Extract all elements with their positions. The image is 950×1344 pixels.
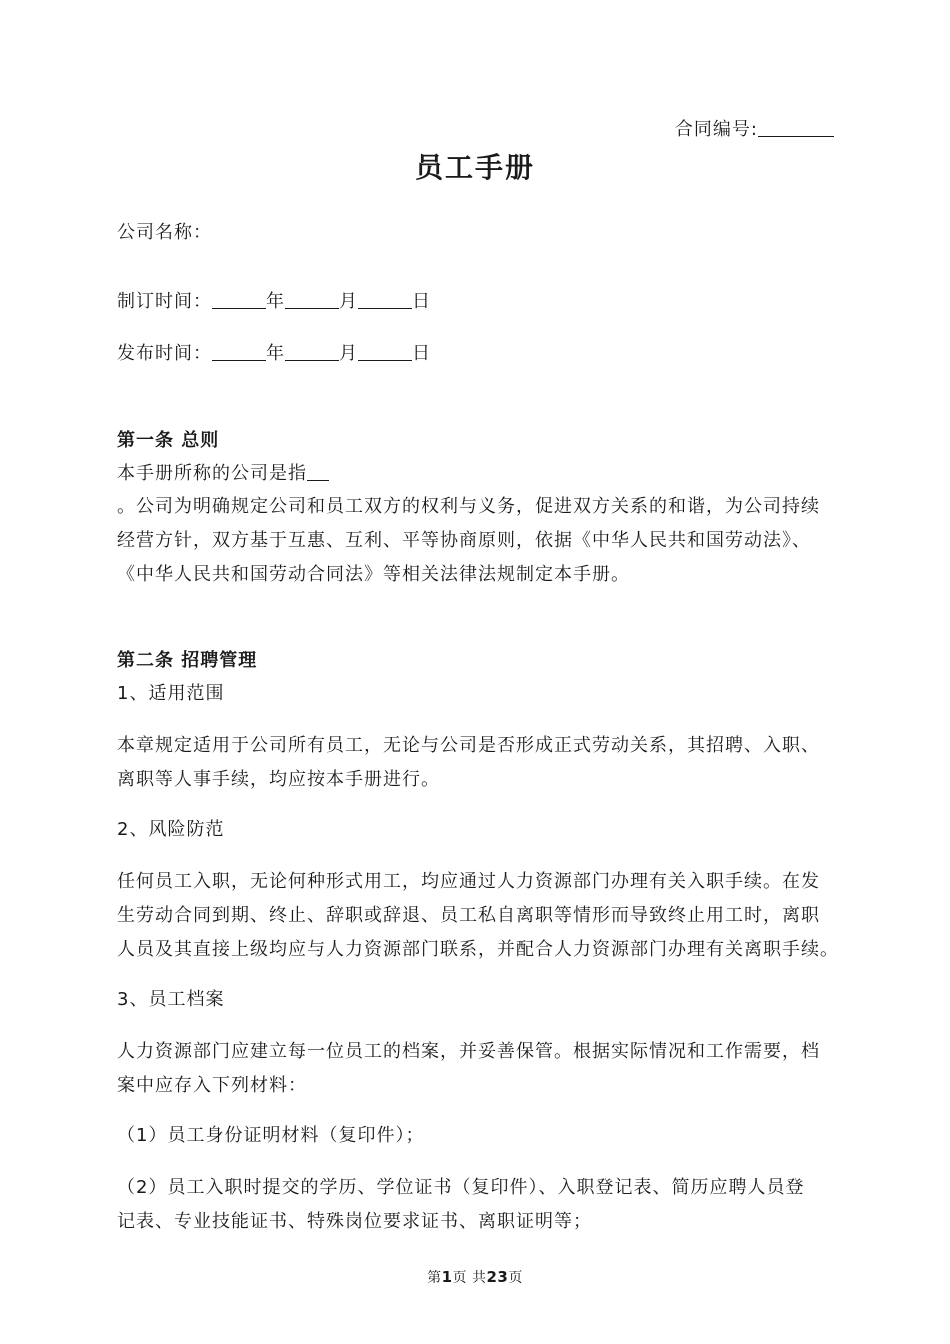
- section1-line: 经营方针，双方基于互惠、互利、平等协商原则，依据《中华人民共和国劳动法》、: [117, 530, 811, 551]
- month-label: 月: [339, 343, 358, 364]
- current-page-number: 1: [441, 1268, 453, 1286]
- day-label: 日: [412, 291, 431, 312]
- paragraph-line: 本章规定适用于公司所有员工，无论与公司是否形成正式劳动关系，其招聘、入职、: [117, 735, 820, 756]
- draft-day-blank[interactable]: [358, 290, 412, 309]
- section2-heading: 第二条 招聘管理: [117, 650, 258, 671]
- section1-line-text: 本手册所称的公司是指: [117, 463, 307, 484]
- paragraph-line: 任何员工入职，无论何种形式用工，均应通过人力资源部门办理有关入职手续。在发: [117, 871, 820, 892]
- page-title: 员工手册: [414, 151, 535, 184]
- month-label: 月: [339, 291, 358, 312]
- total-page-number: 23: [486, 1268, 509, 1286]
- section1-line: [117, 462, 329, 485]
- publish-month-blank[interactable]: [285, 342, 339, 361]
- paragraph-line: 人员及其直接上级均应与人力资源部门联系，并配合人力资源部门办理有关离职手续。: [117, 939, 839, 960]
- section1-line: 《中华人民共和国劳动合同法》等相关法律法规制定本手册。: [117, 564, 630, 585]
- publish-year-blank[interactable]: [212, 342, 266, 361]
- list-item: （2）员工入职时提交的学历、学位证书（复印件）、入职登记表、简历应聘人员登: [117, 1177, 805, 1198]
- company-name-blank[interactable]: [307, 462, 329, 481]
- contract-number-blank[interactable]: [758, 118, 834, 137]
- page-footer: [0, 1268, 950, 1287]
- list-item: 记表、专业技能证书、特殊岗位要求证书、离职证明等；: [117, 1211, 592, 1232]
- contract-number: [675, 118, 834, 141]
- publish-day-blank[interactable]: [358, 342, 412, 361]
- company-name-label: 公司名称：: [117, 222, 212, 243]
- section1-line: 。公司为明确规定公司和员工双方的权利与义务，促进双方关系的和谐，为公司持续: [117, 496, 820, 517]
- paragraph-line: 离职等人事手续，均应按本手册进行。: [117, 769, 440, 790]
- subsection-title: 2、风险防范: [117, 819, 225, 840]
- paragraph-line: 案中应存入下列材料：: [117, 1075, 307, 1096]
- draft-year-blank[interactable]: [212, 290, 266, 309]
- paragraph-line: 生劳动合同到期、终止、辞职或辞退、员工私自离职等情形而导致终止用工时，离职: [117, 905, 820, 926]
- subsection-title: 1、适用范围: [117, 683, 225, 704]
- list-item: （1）员工身份证明材料（复印件）；: [117, 1125, 425, 1146]
- draft-date-line: [117, 290, 431, 313]
- section1-heading: 第一条 总则: [117, 430, 220, 451]
- draft-date-label: 制订时间：: [117, 291, 212, 312]
- year-label: 年: [266, 291, 285, 312]
- company-name-line: [117, 222, 212, 244]
- draft-month-blank[interactable]: [285, 290, 339, 309]
- publish-date-line: [117, 342, 431, 365]
- footer-prefix: 第: [427, 1270, 442, 1286]
- day-label: 日: [412, 343, 431, 364]
- subsection-title: 3、员工档案: [117, 989, 225, 1010]
- publish-date-label: 发布时间：: [117, 343, 212, 364]
- contract-number-label: 合同编号:: [674, 119, 758, 140]
- year-label: 年: [266, 343, 285, 364]
- footer-mid: 页 共: [452, 1270, 487, 1286]
- footer-suffix: 页: [508, 1270, 523, 1286]
- paragraph-line: 人力资源部门应建立每一位员工的档案，并妥善保管。根据实际情况和工作需要，档: [117, 1041, 820, 1062]
